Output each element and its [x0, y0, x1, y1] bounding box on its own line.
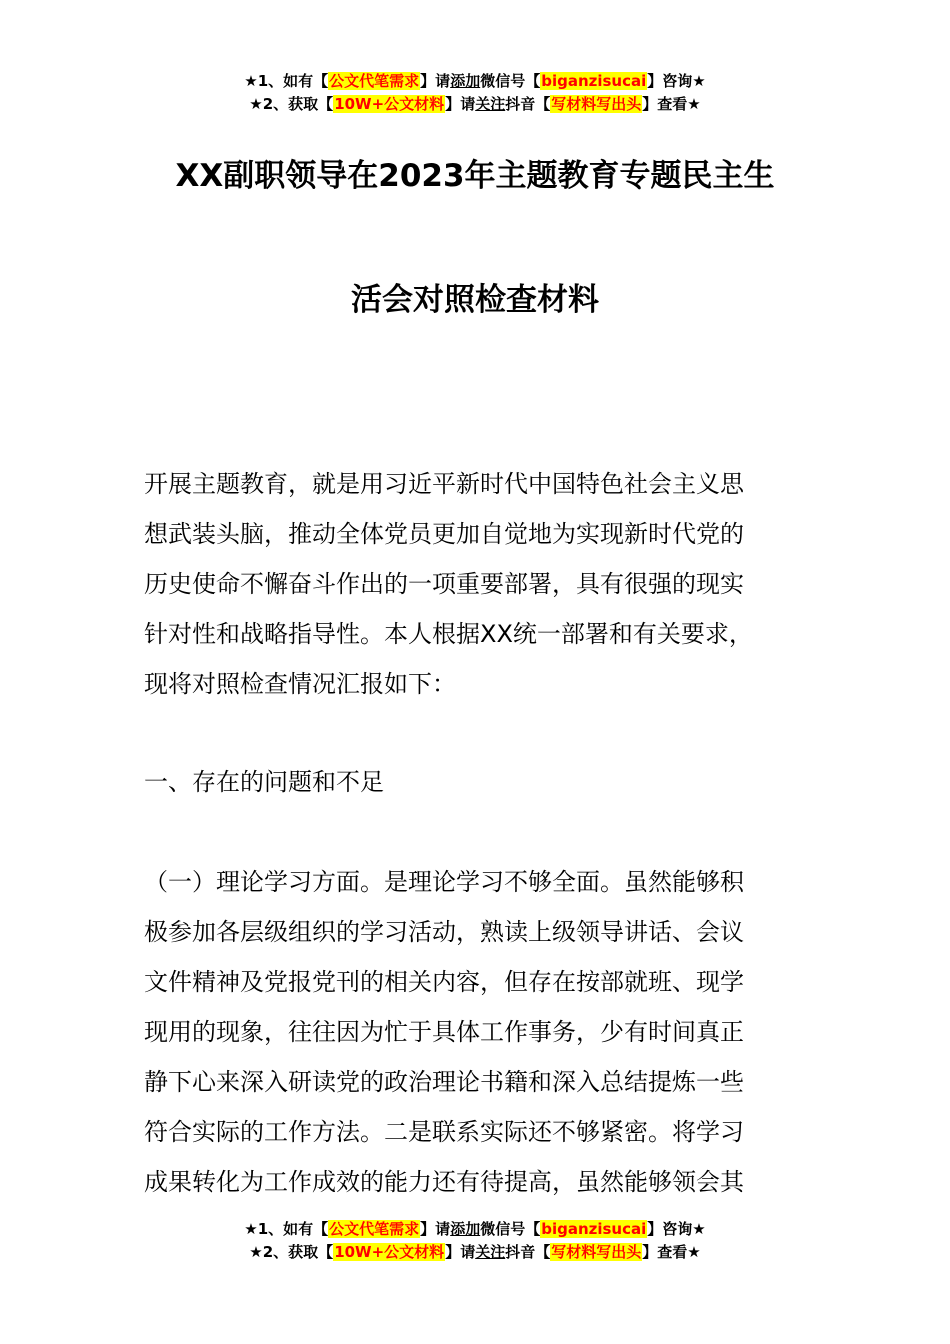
banner-line-2: ★2、获取【10W+公文材料】请关注抖音【写材料写出头】查看★ [249, 1243, 701, 1261]
text-line: 文件精神及党报党刊的相关内容，但存在按部就班、现学 [144, 968, 744, 996]
text-line: 历史使命不懈奋斗作出的一项重要部署，具有很强的现实 [144, 570, 744, 598]
document-title-line-2: 活会对照检查材料 [351, 282, 599, 318]
footer-banner [0, 1218, 950, 1264]
text-line: 静下心来深入研读党的政治理论书籍和深入总结提炼一些 [144, 1068, 744, 1096]
highlight-service: 公文代笔需求 [329, 1220, 420, 1238]
header-banner [0, 70, 950, 116]
text-line: 想武装头脑，推动全体党员更加自觉地为实现新时代党的 [144, 520, 744, 548]
banner-line-2: ★2、获取【10W+公文材料】请关注抖音【写材料写出头】查看★ [249, 95, 701, 113]
highlight-materials: 10W+公文材料 [334, 95, 445, 113]
text-line: 成果转化为工作成效的能力还有待提高，虽然能够领会其 [144, 1168, 744, 1196]
highlight-wechat-id: biganzisucai [541, 72, 647, 90]
section-1-paragraph [144, 857, 808, 1207]
text-line: 极参加各层级组织的学习活动，熟读上级领导讲话、会议 [144, 918, 744, 946]
highlight-douyin-account: 写材料写出头 [551, 95, 642, 113]
highlight-wechat-id: biganzisucai [541, 1220, 647, 1238]
highlight-service: 公文代笔需求 [329, 72, 420, 90]
text-line: 开展主题教育，就是用习近平新时代中国特色社会主义思 [144, 470, 744, 498]
intro-paragraph [144, 459, 808, 709]
banner-line-1: ★1、如有【公文代笔需求】请添加微信号【biganzisucai】咨询★ [244, 1220, 706, 1238]
banner-line-1: ★1、如有【公文代笔需求】请添加微信号【biganzisucai】咨询★ [244, 72, 706, 90]
text-line: 符合实际的工作方法。二是联系实际还不够紧密。将学习 [144, 1118, 744, 1146]
text-line: 现用的现象，往往因为忙于具体工作事务，少有时间真正 [144, 1018, 744, 1046]
highlight-douyin-account: 写材料写出头 [551, 1243, 642, 1261]
text-line: 针对性和战略指导性。本人根据XX统一部署和有关要求， [144, 620, 753, 648]
section-heading: 一、存在的问题和不足 [144, 768, 384, 796]
text-line: （一）理论学习方面。是理论学习不够全面。虽然能够积 [144, 868, 744, 896]
document-title-line-1: XX副职领导在2023年主题教育专题民主生 [175, 158, 775, 194]
highlight-materials: 10W+公文材料 [334, 1243, 445, 1261]
text-line: 现将对照检查情况汇报如下： [144, 670, 456, 698]
